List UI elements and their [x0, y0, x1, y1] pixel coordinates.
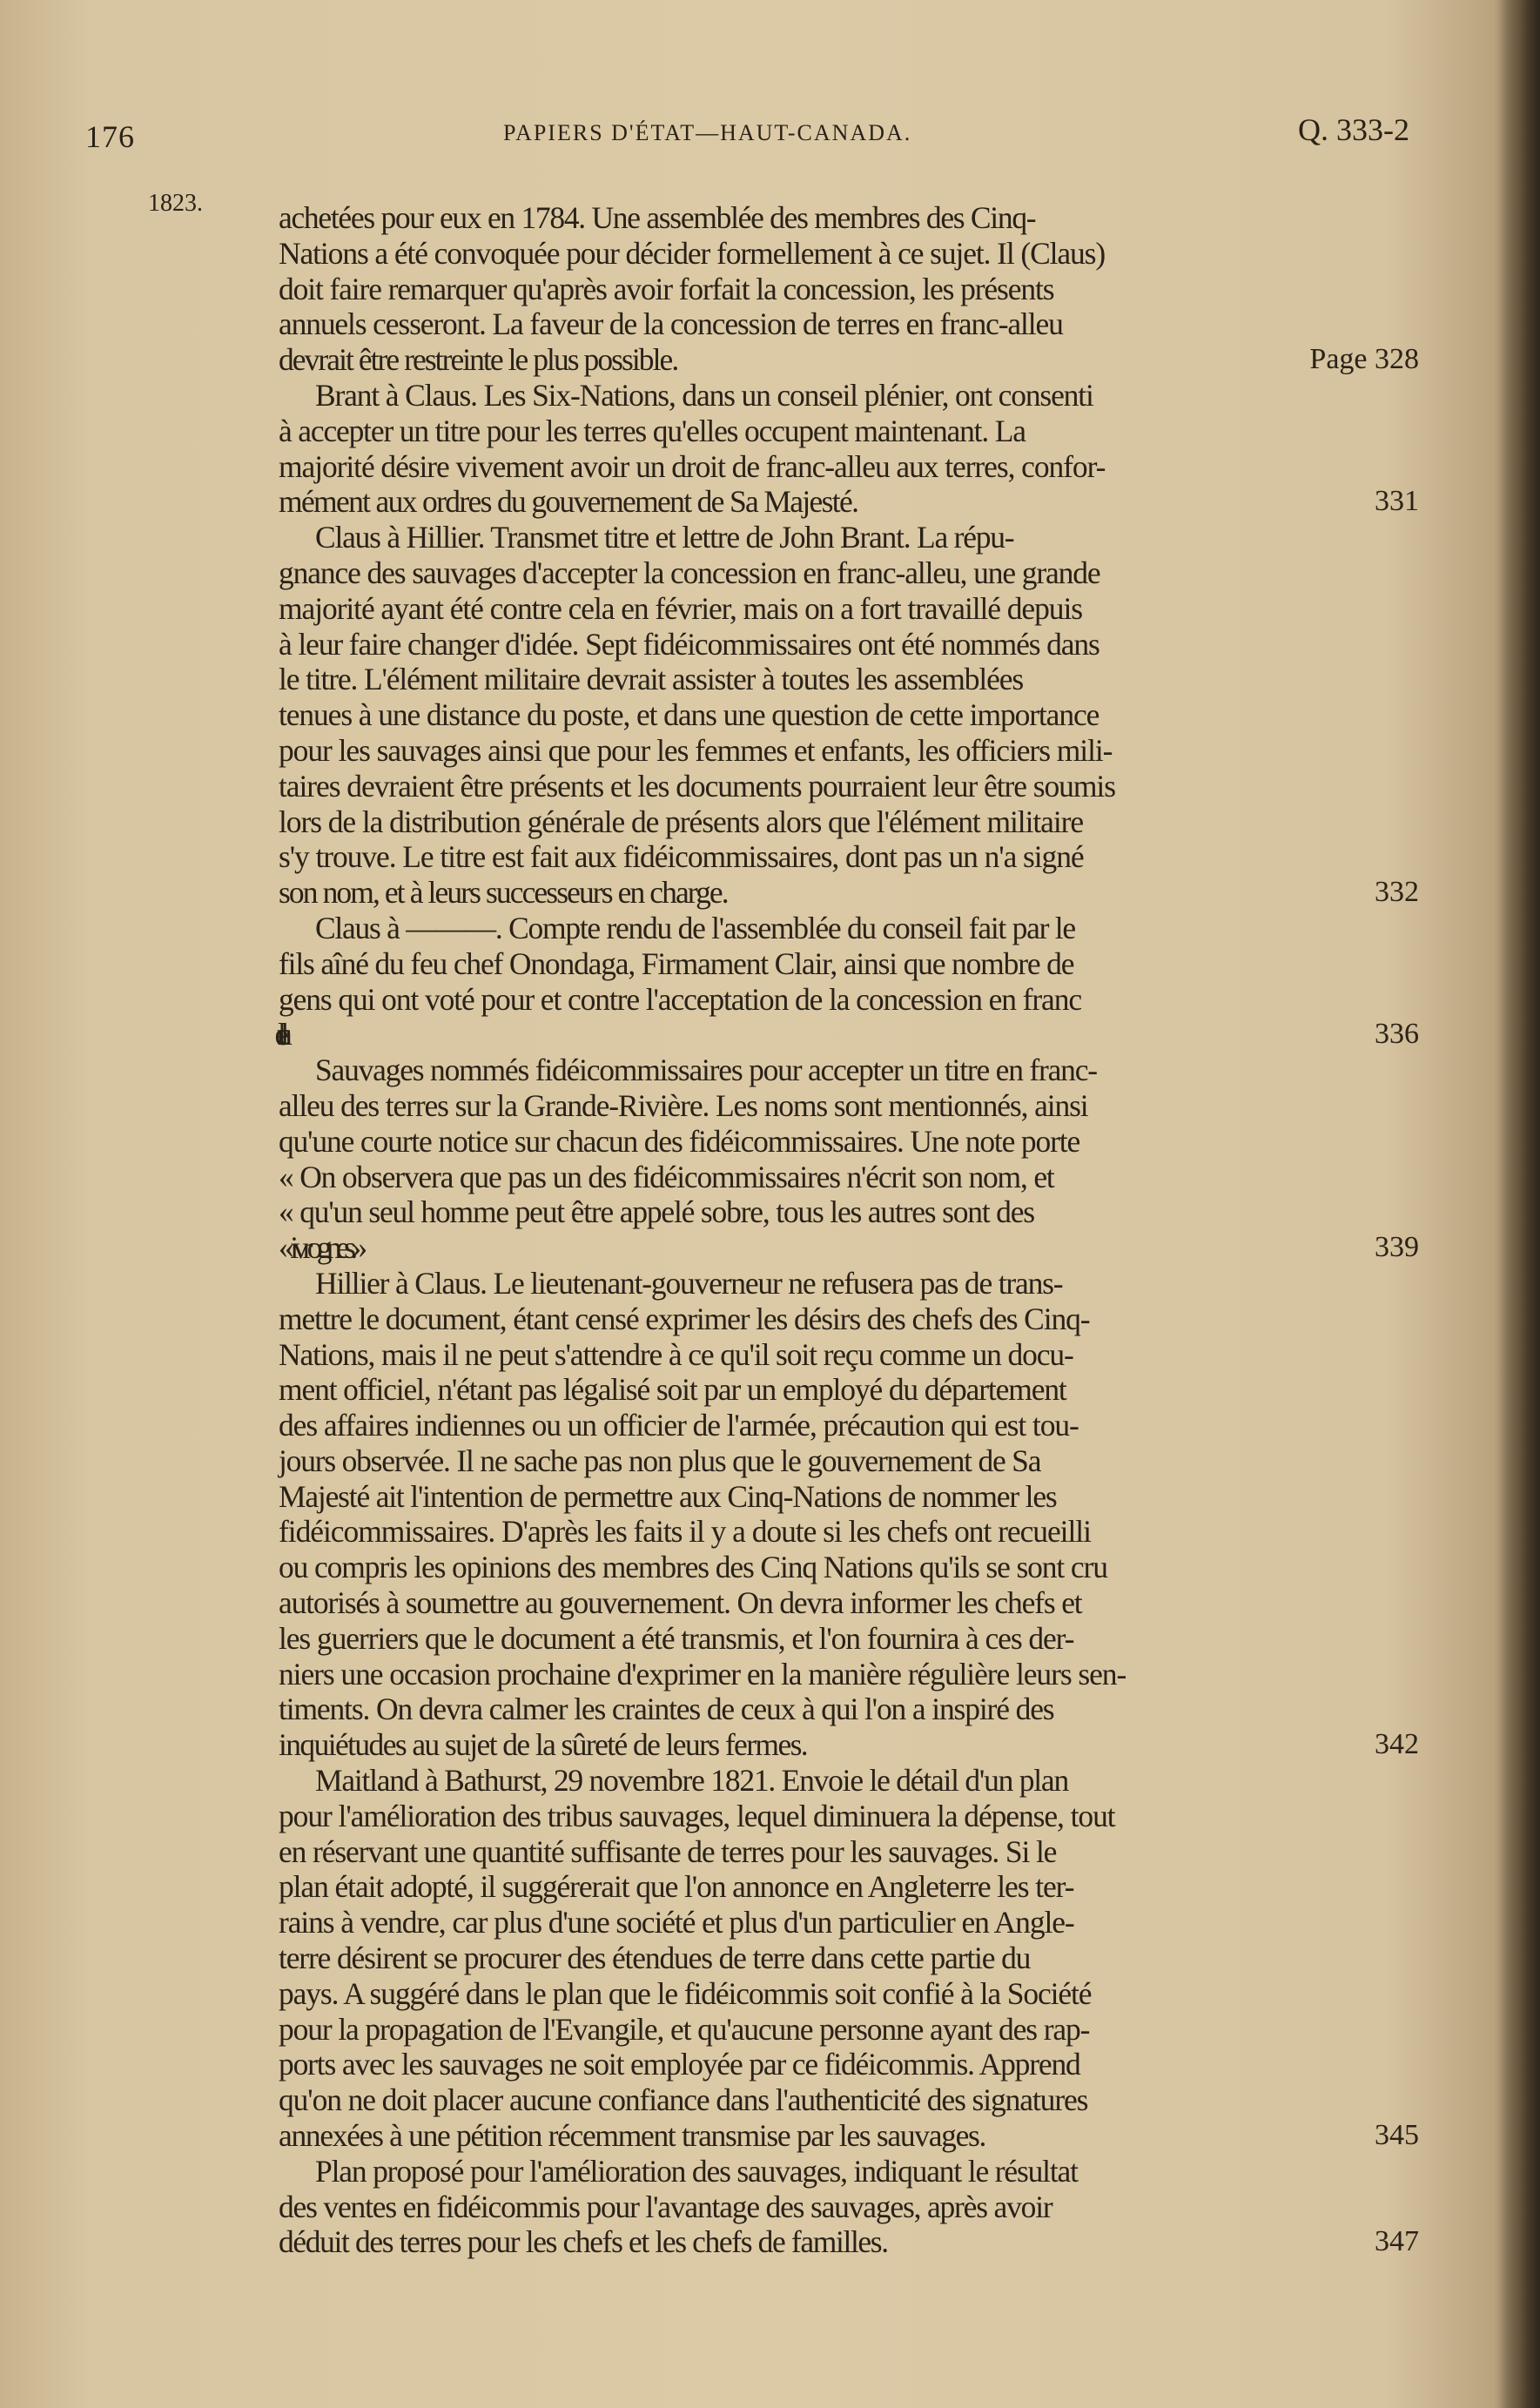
entry-line: les guerriers que le document a été transmis, et l'on fournira à ces der-	[279, 1620, 1074, 1656]
entry-line	[279, 1017, 1419, 1053]
page-reference: 347	[1375, 2225, 1419, 2258]
page-reference: 342	[1375, 1728, 1419, 1761]
entry-line: Maitland à Bathurst, 29 novembre 1821. Envoie le détail d'un plan	[315, 1763, 1068, 1799]
entry-line: alleu des terres sur la Grande-Rivière. Les noms sont mentionnés, ainsi	[279, 1087, 1088, 1123]
calendar-entry	[279, 520, 1419, 911]
entry-line: pays. A suggéré dans le plan que le fidéicommis soit confié à la Société	[279, 1975, 1092, 2011]
entry-line: pour la propagation de l'Evangile, et qu'aucune personne ayant des rap-	[279, 2011, 1090, 2047]
book-spine-shadow	[1498, 0, 1540, 2408]
entry-line: plan était adopté, il suggérerait que l'on annonce en Angleterre les ter-	[279, 1869, 1074, 1905]
page-reference: 332	[1375, 876, 1419, 909]
entry-line: pour les sauvages ainsi que pour les femmes et enfants, les officiers mili-	[279, 732, 1113, 768]
calendar-entry	[279, 1053, 1419, 1266]
running-title: PAPIERS D'ÉTAT—HAUT-CANADA.	[503, 120, 912, 145]
calendar-entry	[279, 200, 1419, 378]
entry-line: des affaires indiennes ou un officier de l'armée, précaution qui est tou-	[279, 1408, 1079, 1443]
calendar-entries	[279, 200, 1419, 2260]
entry-line: Nations a été convoquée pour décider formellement à ce sujet. Il (Claus)	[279, 235, 1106, 271]
page-reference: 339	[1375, 1231, 1419, 1264]
entry-line: « On observera que pas un des fidéicommissaires n'écrit son nom, et	[279, 1159, 1054, 1194]
entry-line: qu'une courte notice sur chacun des fidéicommissaires. Une note porte	[279, 1123, 1080, 1159]
entry-line: Plan proposé pour l'amélioration des sauvages, indiquant le résultat	[315, 2153, 1078, 2189]
entry-line: des ventes en fidéicommis pour l'avantage des sauvages, après avoir	[279, 2189, 1052, 2224]
calendar-entry	[279, 1763, 1419, 2154]
entry-line: doit faire remarquer qu'après avoir forfait la concession, les présents	[279, 271, 1054, 306]
entry-line: lors de la distribution générale de présents alors que l'élément militaire	[279, 804, 1084, 839]
year-margin-note: 1823.	[148, 190, 203, 217]
entry-line: annuels cesseront. La faveur de la concession de terres en franc-alleu	[279, 306, 1063, 342]
calendar-entry	[279, 1266, 1419, 1763]
entry-line: Claus à ———. Compte rendu de l'assemblée du conseil fait par le	[315, 910, 1075, 945]
entry-line: son nom, et à leurs successeurs en charge.	[279, 875, 728, 911]
entry-line: majorité ayant été contre cela en février, mais on a fort travaillé depuis	[279, 590, 1082, 626]
entry-line: autorisés à soumettre au gouvernement. On devra informer les chefs et	[279, 1585, 1082, 1621]
entry-line: à leur faire changer d'idée. Sept fidéicommissaires ont été nommés dans	[279, 626, 1100, 662]
entry-line: Nations, mais il ne peut s'attendre à ce qu'il soit reçu comme un docu-	[279, 1336, 1073, 1372]
entry-line: mettre le document, étant censé exprimer les désirs des chefs des Cinq-	[279, 1301, 1090, 1336]
entry-line: inquiétudes au sujet de la sûreté de leurs fermes.	[279, 1727, 808, 1763]
running-header	[85, 111, 1409, 164]
entry-line: timents. On devra calmer les craintes de ceux à qui l'on a inspiré des	[279, 1692, 1054, 1727]
calendar-entry	[279, 2154, 1419, 2260]
entry-line: rains à vendre, car plus d'une société et plus d'un particulier en Angle-	[279, 1905, 1074, 1941]
page-reference: 331	[1375, 485, 1419, 518]
entry-line: ports avec les sauvages ne soit employée par ce fidéicommis. Apprend	[279, 2047, 1080, 2082]
page-reference: Page 328	[1309, 343, 1419, 376]
entry-line: pour l'amélioration des tribus sauvages, lequel diminuera la dépense, tout	[279, 1798, 1115, 1833]
entry-line: Brant à Claus. Les Six-Nations, dans un conseil plénier, ont consenti	[315, 377, 1093, 413]
entry-line: terre désirent se procurer des étendues de terre dans cette partie du	[279, 1941, 1031, 1976]
entry-line: déduit des terres pour les chefs et les chefs de familles.	[279, 2224, 888, 2260]
entry-line: à accepter un titre pour les terres qu'elles occupent maintenant. La	[279, 413, 1026, 448]
archive-reference: Q. 333-2	[1298, 112, 1409, 147]
entry-line: Majesté ait l'intention de permettre aux Cinq-Nations de nommer les	[279, 1478, 1057, 1514]
entry-line: « qu'un seul homme peut être appelé sobre, tous les autres sont des	[279, 1194, 1034, 1230]
entry-line: le titre. L'élément militaire devrait assister à toutes les assemblées	[279, 662, 1023, 697]
entry-line: Claus à Hillier. Transmet titre et lettre de John Brant. La répu-	[315, 520, 1014, 555]
entry-line: annexées à une pétition récemment transmise par les sauvages.	[279, 2118, 986, 2154]
entry-line: gens qui ont voté pour et contre l'acceptation de la concession en franc	[279, 981, 1081, 1017]
entry-line: gnance des sauvages d'accepter la concession en franc-alleu, une grande	[279, 555, 1100, 590]
entry-line: en réservant une quantité suffisante de terres pour les sauvages. Si le	[279, 1833, 1057, 1869]
entry-line: ment officiel, n'étant pas légalisé soit par un employé du département	[279, 1372, 1066, 1408]
entry-line: Sauvages nommés fidéicommissaires pour accepter un titre en franc-	[315, 1053, 1097, 1088]
entry-line: fidéicommissaires. D'après les faits il y a doute si les chefs ont recueilli	[279, 1514, 1091, 1550]
entry-line: jours observée. Il ne sache pas non plus que le gouvernement de Sa	[279, 1443, 1041, 1478]
page-reference: 336	[1375, 1018, 1419, 1051]
entry-line: devrait être restreinte le plus possible.	[279, 342, 678, 378]
entry-line: mément aux ordres du gouvernement de Sa Majesté.	[279, 484, 858, 520]
page-number: 176	[85, 119, 135, 154]
entry-line: « ivrognes.»	[279, 1230, 362, 1266]
entry-line: niers une occasion prochaine d'exprimer en la manière régulière leurs sen-	[279, 1656, 1126, 1692]
calendar-entry	[279, 378, 1419, 520]
calendar-entry	[279, 911, 1419, 1053]
entry-line: Hillier à Claus. Le lieutenant-gouverneur ne refusera pas de trans-	[315, 1265, 1063, 1301]
entry-line: fils aîné du feu chef Onondaga, Firmament Clair, ainsi que nombre de	[279, 945, 1074, 981]
entry-line: tenues à une distance du poste, et dans une question de cette importance	[279, 697, 1100, 733]
entry-line: qu'on ne doit placer aucune confiance dans l'authenticité des signatures	[279, 2082, 1088, 2118]
entry-line: achetées pour eux en 1784. Une assemblée des membres des Cinq-	[279, 200, 1036, 235]
page-reference: 345	[1375, 2119, 1419, 2152]
entry-line: majorité désire vivement avoir un droit de franc-alleu aux terres, confor-	[279, 448, 1106, 484]
entry-line: s'y trouve. Le titre est fait aux fidéicommissaires, dont pas un n'a signé	[279, 839, 1084, 875]
entry-line: taires devraient être présents et les documents pourraient leur être soumis	[279, 768, 1115, 804]
entry-line: ou compris les opinions des membres des Cinq Nations qu'ils se sont cru	[279, 1550, 1107, 1585]
